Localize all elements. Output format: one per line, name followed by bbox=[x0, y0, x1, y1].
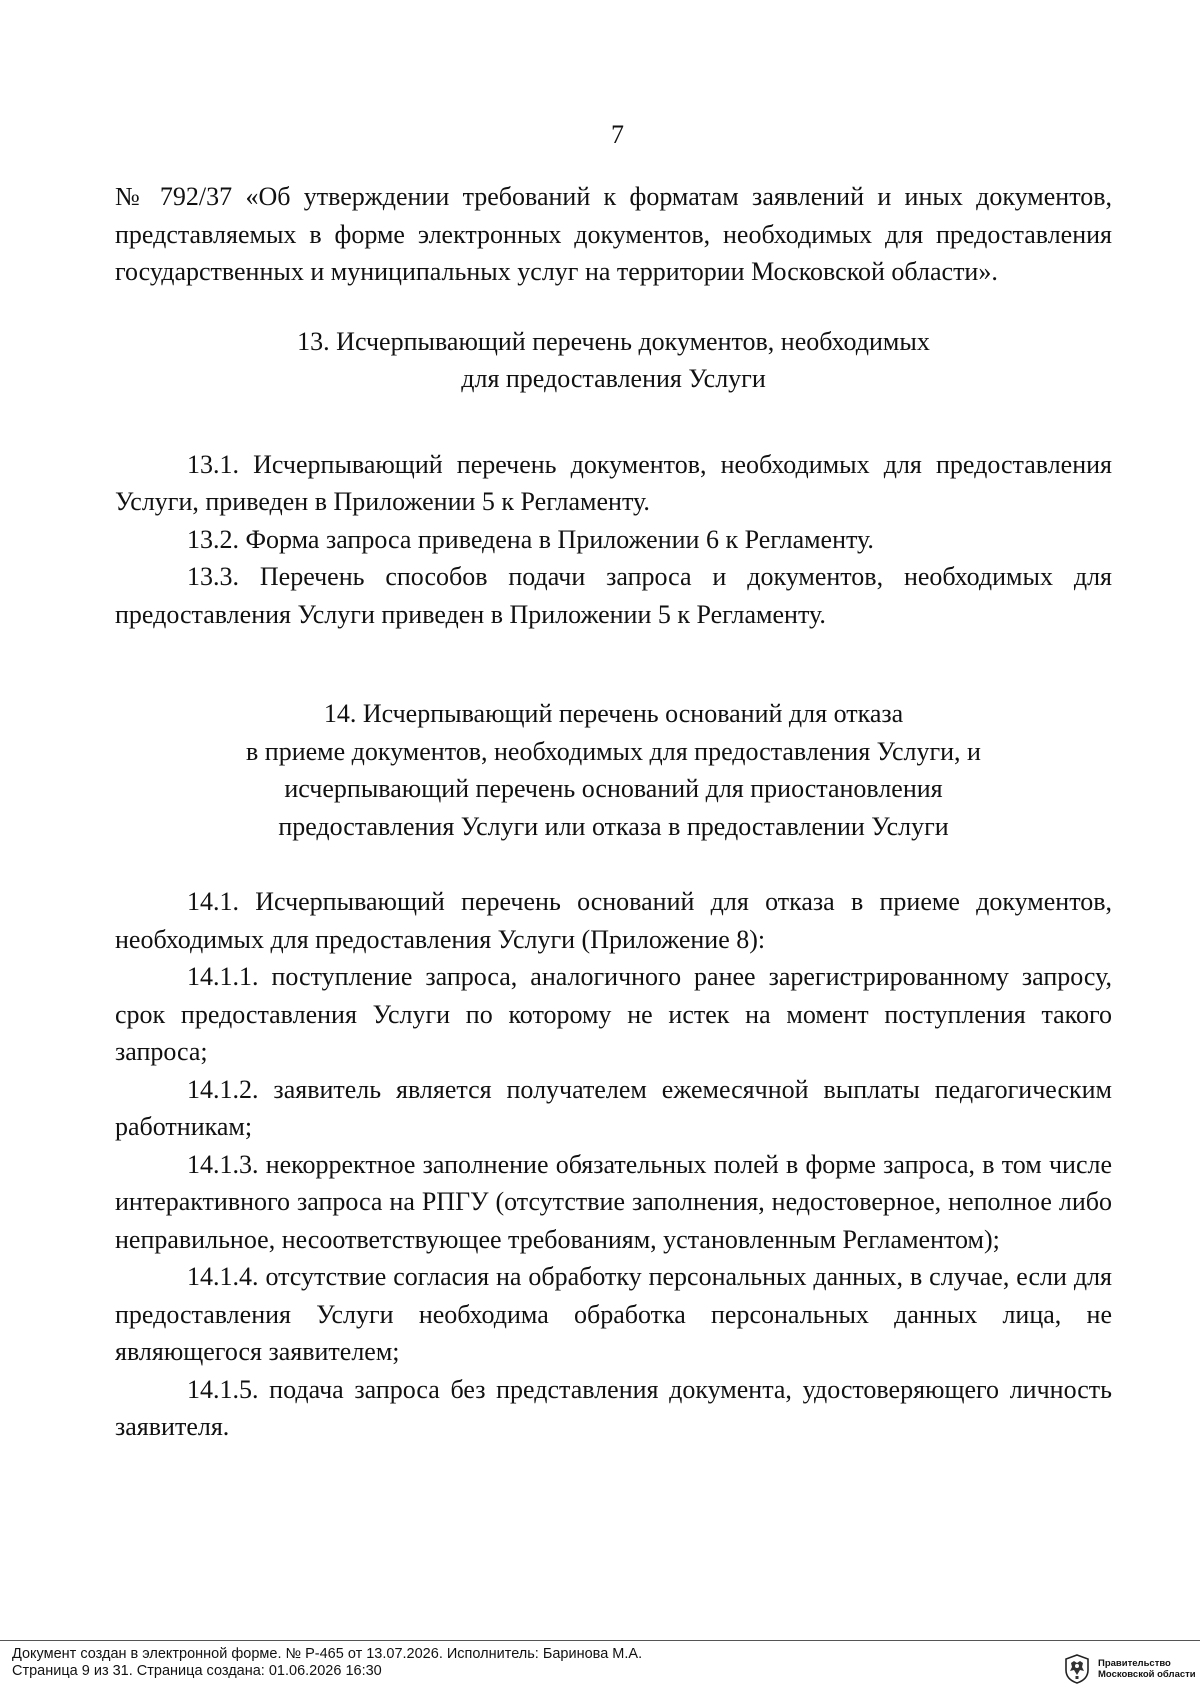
section-14-heading-line: в приеме документов, необходимых для предоставления Услуги, и bbox=[246, 736, 981, 766]
footer-line-document: Документ создан в электронной форме. № Р-465 от 13.07.2026. Исполнитель: Баринова М.А. bbox=[12, 1646, 643, 1662]
spacer bbox=[115, 398, 1112, 446]
document-body bbox=[115, 178, 1112, 1446]
spacer bbox=[115, 845, 1112, 883]
paragraph-14-1: 14.1. Исчерпывающий перечень оснований для отказа в приеме документов, необходимых для предоставления Услуги (Приложение 8): bbox=[115, 887, 1112, 954]
spacer bbox=[115, 291, 1112, 323]
paragraph-14-1-1: 14.1.1. поступление запроса, аналогичного ранее зарегистрированному запросу, срок предоставления Услуги по которому не истек на момент поступления такого запроса; bbox=[115, 962, 1112, 1066]
spacer bbox=[115, 633, 1112, 695]
page-number: 7 bbox=[611, 120, 624, 149]
government-logo bbox=[1062, 1651, 1196, 1687]
section-13-heading-line: 13. Исчерпывающий перечень документов, необходимых bbox=[297, 326, 930, 356]
paragraph-13-3: 13.3. Перечень способов подачи запроса и документов, необходимых для предоставления Услуги приведен в Приложении 5 к Регламенту. bbox=[115, 562, 1112, 629]
intro-paragraph: № 792/37 «Об утверждении требований к форматам заявлений и иных документов, представляемых в форме электронных документов, необходимых для предоставления государственных и муниципальных услуг на территории Московской области». bbox=[115, 182, 1112, 286]
section-14-heading-line: предоставления Услуги или отказа в предоставлении Услуги bbox=[278, 811, 949, 841]
paragraph-13-2: 13.2. Форма запроса приведена в Приложении 6 к Регламенту. bbox=[187, 524, 874, 554]
section-14-heading bbox=[115, 695, 1112, 845]
paragraph-14-1-3: 14.1.3. некорректное заполнение обязательных полей в форме запроса, в том числе интерактивного запроса на РПГУ (отсутствие заполнения, недостоверное, неполное либо неправильное, несоответствующее требованиям, установленным Регламентом); bbox=[115, 1149, 1112, 1254]
section-13-heading bbox=[115, 323, 1112, 398]
section-13-heading-line: для предоставления Услуги bbox=[461, 364, 766, 393]
section-14-heading-line: 14. Исчерпывающий перечень оснований для отказа bbox=[323, 699, 904, 728]
section-14-heading-line: исчерпывающий перечень оснований для приостановления bbox=[284, 774, 943, 803]
footer-line-page: Страница 9 из 31. Страница создана: 01.06.2026 16:30 bbox=[12, 1663, 382, 1679]
logo-caption-line: Московской области bbox=[1098, 1669, 1196, 1680]
logo-caption bbox=[1098, 1658, 1196, 1680]
coat-of-arms-icon bbox=[1062, 1653, 1092, 1685]
paragraph-14-1-4: 14.1.4. отсутствие согласия на обработку персональных данных, в случае, если для предоставления Услуги необходима обработка персональных данных лица, не являющегося заявителем; bbox=[115, 1262, 1112, 1366]
paragraph-14-1-2: 14.1.2. заявитель является получателем ежемесячной выплаты педагогическим работникам; bbox=[115, 1074, 1112, 1141]
document-footer bbox=[12, 1646, 1012, 1680]
paragraph-13-1: 13.1. Исчерпывающий перечень документов, необходимых для предоставления Услуги, приведен в Приложении 5 к Регламенту. bbox=[115, 449, 1112, 516]
logo-caption-line: Правительство bbox=[1098, 1658, 1171, 1669]
footer-divider bbox=[0, 1640, 1200, 1641]
paragraph-14-1-5: 14.1.5. подача запроса без представления документа, удостоверяющего личность заявителя. bbox=[115, 1374, 1112, 1441]
